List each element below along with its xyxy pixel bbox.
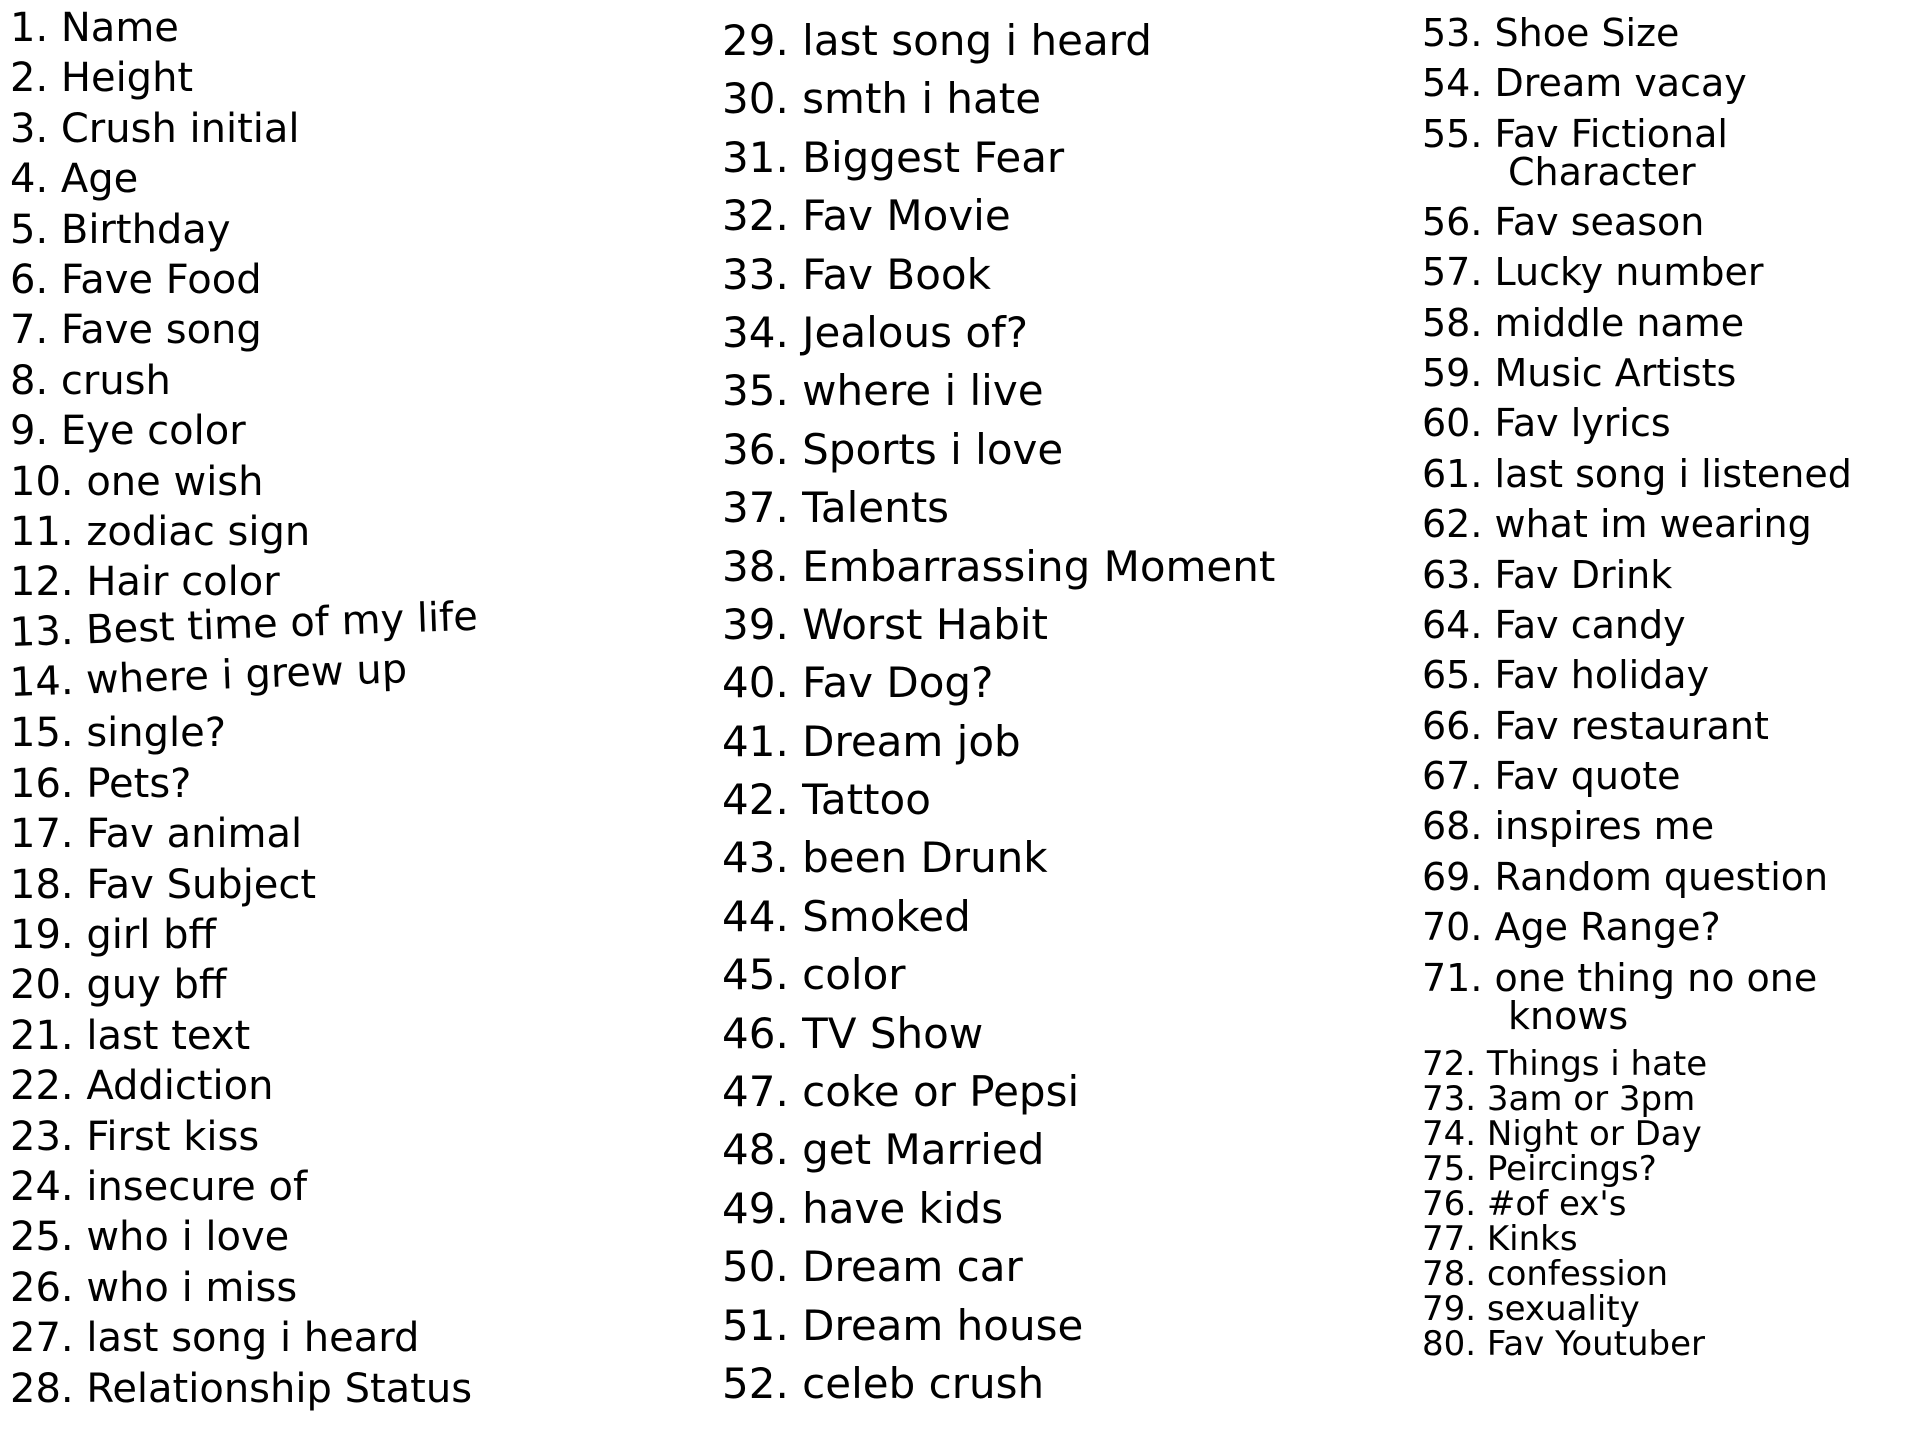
question-item: 38. Embarrassing Moment: [722, 541, 1276, 591]
question-item: 7. Fave song: [10, 307, 262, 354]
question-item: 69. Random question: [1422, 854, 1829, 899]
question-item: 67. Fav quote: [1422, 754, 1681, 799]
question-item: 78. confession: [1422, 1253, 1669, 1294]
question-item: 17. Fav animal: [10, 811, 303, 858]
question-item: 64. Fav candy: [1422, 602, 1686, 647]
question-item: 37. Talents: [722, 483, 950, 533]
question-item: 4. Age: [10, 156, 139, 203]
question-item: 73. 3am or 3pm: [1422, 1078, 1696, 1119]
question-item: 45. color: [722, 950, 906, 1000]
question-item: 21. last text: [10, 1012, 251, 1059]
question-item: 54. Dream vacay: [1422, 61, 1747, 106]
question-item: 23. First kiss: [10, 1113, 260, 1160]
question-item: 68. inspires me: [1422, 804, 1715, 849]
question-item: 75. Peircings?: [1422, 1148, 1657, 1189]
question-item: 39. Worst Habit: [722, 599, 1048, 649]
question-item: 50. Dream car: [722, 1242, 1023, 1292]
question-item: 66. Fav restaurant: [1422, 703, 1769, 748]
question-item: 44. Smoked: [722, 891, 971, 941]
question-item: [1422, 111, 1918, 203]
question-item: 32. Fav Movie: [722, 191, 1011, 241]
question-item: 9. Eye color: [10, 408, 246, 455]
question-item: 80. Fav Youtuber: [1422, 1323, 1706, 1364]
question-item: 22. Addiction: [10, 1063, 274, 1110]
question-item: 29. last song i heard: [722, 16, 1152, 65]
question-item: 63. Fav Drink: [1422, 552, 1673, 597]
question-item: 43. been Drunk: [722, 833, 1048, 883]
question-item: [1422, 955, 1918, 1047]
question-item: 72. Things i hate: [1422, 1043, 1708, 1084]
question-item: 8. crush: [10, 357, 171, 404]
question-item: 28. Relationship Status: [10, 1365, 473, 1412]
question-item: 18. Fav Subject: [10, 861, 317, 908]
question-item: 62. what im wearing: [1422, 502, 1812, 547]
question-item: 16. Pets?: [10, 760, 192, 807]
question-text: 71. one thing no one: [1422, 955, 1818, 1000]
question-item: 10. one wish: [10, 458, 264, 505]
question-item: 26. who i miss: [10, 1264, 298, 1311]
question-item: 52. celeb crush: [722, 1358, 1045, 1408]
question-text-continuation: knows: [1508, 993, 1629, 1038]
question-item: 31. Biggest Fear: [722, 132, 1065, 182]
question-item: 74. Night or Day: [1422, 1113, 1702, 1154]
question-item: 24. insecure of: [10, 1163, 308, 1210]
question-item: 61. last song i listened: [1422, 451, 1852, 496]
question-text-continuation: Character: [1508, 149, 1696, 194]
question-item: 12. Hair color: [10, 559, 280, 606]
question-item: 60. Fav lyrics: [1422, 401, 1671, 446]
question-column-3: [1422, 11, 1918, 1364]
question-item: 76. #of ex's: [1422, 1183, 1627, 1224]
question-item: 33. Fav Book: [722, 249, 991, 299]
question-item: 15. single?: [10, 710, 226, 757]
question-item: 70. Age Range?: [1422, 905, 1721, 950]
question-item: 34. Jealous of?: [722, 307, 1029, 357]
question-item: 6. Fave Food: [10, 256, 262, 303]
question-item: 77. Kinks: [1422, 1218, 1578, 1259]
question-item: 65. Fav holiday: [1422, 653, 1710, 698]
question-item: 14. where i grew up: [9, 646, 408, 707]
question-item: 46. TV Show: [722, 1008, 984, 1058]
question-item: 42. Tattoo: [722, 775, 931, 825]
question-item: 1. Name: [10, 5, 179, 51]
question-text: 55. Fav Fictional: [1422, 111, 1728, 156]
question-item: 41. Dream job: [722, 716, 1021, 766]
question-item: 53. Shoe Size: [1422, 11, 1680, 55]
question-item: 19. girl bff: [10, 912, 217, 959]
question-item: 56. Fav season: [1422, 199, 1705, 244]
question-item: 57. Lucky number: [1422, 250, 1764, 295]
question-item: 20. guy bff: [10, 962, 227, 1009]
question-item: 58. middle name: [1422, 300, 1745, 345]
question-column-2: [722, 16, 1342, 1421]
question-item: 2. Height: [10, 55, 194, 102]
question-item: 48. get Married: [722, 1125, 1045, 1175]
question-item: 40. Fav Dog?: [722, 658, 994, 708]
question-item: 59. Music Artists: [1422, 350, 1737, 395]
question-item: 49. have kids: [722, 1183, 1004, 1233]
question-item: 13. Best time of my life: [9, 593, 479, 656]
question-item: 3. Crush initial: [10, 105, 300, 152]
question-column-1: [9, 5, 570, 1419]
question-item: 11. zodiac sign: [10, 508, 311, 555]
question-item: 5. Birthday: [10, 206, 231, 253]
question-item: 51. Dream house: [722, 1300, 1084, 1350]
question-item: 47. coke or Pepsi: [722, 1067, 1080, 1117]
question-item: 25. who i love: [10, 1214, 290, 1261]
question-item: 79. sexuality: [1422, 1288, 1640, 1329]
question-item: 36. Sports i love: [722, 424, 1064, 474]
question-item: 35. where i live: [722, 366, 1044, 416]
question-item: 27. last song i heard: [10, 1315, 420, 1362]
question-item: 30. smth i hate: [722, 74, 1042, 124]
